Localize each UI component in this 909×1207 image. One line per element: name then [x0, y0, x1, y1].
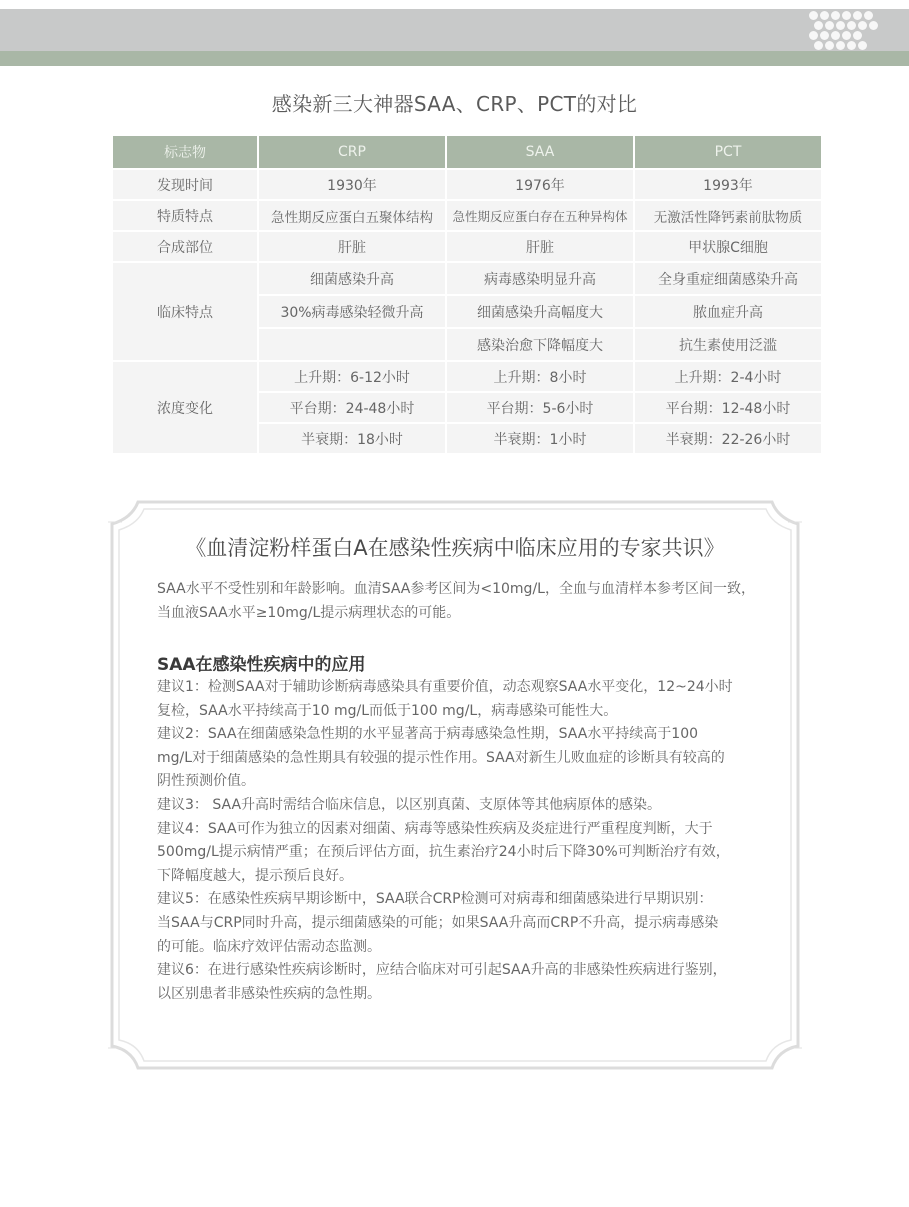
table-cell: 急性期反应蛋白五聚体结构	[259, 201, 445, 230]
table-row	[113, 263, 821, 294]
table-cell: 感染治愈下降幅度大	[447, 329, 633, 360]
header-green-band	[0, 51, 909, 66]
consensus-heading: 《血清淀粉样蛋白A在感染性疾病中临床应用的专家共识》	[185, 536, 725, 560]
table-cell: 半衰期：18小时	[259, 424, 445, 453]
recommendation-line: 以区别患者非感染性疾病的急性期。	[157, 985, 381, 1002]
dot	[809, 31, 818, 40]
table-cell: 平台期：12-48小时	[635, 393, 821, 422]
table-row	[113, 362, 821, 391]
table-cell: 病毒感染明显升高	[447, 263, 633, 294]
dot	[842, 31, 851, 40]
dot	[858, 41, 867, 50]
recommendation-line: 建议3： SAA升高时需结合临床信息，以区别真菌、支原体等其他病原体的感染。	[157, 796, 662, 813]
table-cell: 平台期：5-6小时	[447, 393, 633, 422]
dot	[831, 31, 840, 40]
table-row	[113, 201, 821, 230]
header-marker: 标志物	[113, 136, 257, 168]
table-cell: 上升期：2-4小时	[635, 362, 821, 391]
dot	[869, 21, 878, 30]
table-cell: 1930年	[259, 170, 445, 199]
dot	[825, 41, 834, 50]
table-cell: 1993年	[635, 170, 821, 199]
table-cell: 抗生素使用泛滥	[635, 329, 821, 360]
recommendation-line: 的可能。临床疗效评估需动态监测。	[157, 938, 381, 955]
dot	[842, 11, 851, 20]
dot	[847, 41, 856, 50]
recommendation-line: 下降幅度越大，提示预后良好。	[157, 867, 353, 884]
dot	[820, 31, 829, 40]
row-label: 合成部位	[113, 232, 257, 261]
recommendation-line: 阴性预测价值。	[157, 773, 255, 790]
table-cell: 肝脏	[447, 232, 633, 261]
table-row	[113, 232, 821, 261]
table-cell	[259, 329, 445, 360]
table-cell: 半衰期：1小时	[447, 424, 633, 453]
table-cell: 甲状腺C细胞	[635, 232, 821, 261]
table-cell: 1976年	[447, 170, 633, 199]
table-cell: 细菌感染升高	[259, 263, 445, 294]
table-cell: 全身重症细菌感染升高	[635, 263, 821, 294]
recommendation-line: mg/L对于细菌感染的急性期具有较强的提示性作用。SAA对新生儿败血症的诊断具有较高的	[157, 749, 725, 766]
dot	[825, 21, 834, 30]
dot	[814, 21, 823, 30]
recommendations	[157, 676, 777, 1006]
recommendation-line: 当SAA与CRP同时升高，提示细菌感染的可能；如果SAA升高而CRP不升高，提示病毒感染	[157, 914, 719, 931]
table-header-row	[113, 136, 821, 168]
dot	[864, 11, 873, 20]
comparison-title: 感染新三大神器SAA、CRP、PCT的对比	[271, 92, 638, 116]
table-cell: 上升期：8小时	[447, 362, 633, 391]
table-cell: 平台期：24-48小时	[259, 393, 445, 422]
comparison-table	[111, 134, 823, 455]
row-label: 临床特点	[113, 263, 257, 360]
row-label: 浓度变化	[113, 362, 257, 453]
recommendation-line: 建议5：在感染性疾病早期诊断中，SAA联合CRP检测可对病毒和细菌感染进行早期识别：	[157, 891, 713, 908]
header-crp: CRP	[259, 136, 445, 168]
table-cell: 细菌感染升高幅度大	[447, 296, 633, 327]
dot	[853, 11, 862, 20]
table-cell: 上升期：6-12小时	[259, 362, 445, 391]
dot	[847, 21, 856, 30]
consensus-subheading: SAA在感染性疾病中的应用	[157, 655, 366, 675]
header-saa: SAA	[447, 136, 633, 168]
intro-line: SAA水平不受性别和年龄影响。血清SAA参考区间为<10mg/L，全血与血清样本参考区间一致，	[157, 581, 755, 597]
dot	[853, 31, 862, 40]
table-cell: 肝脏	[259, 232, 445, 261]
recommendation-line: 500mg/L提示病情严重；在预后评估方面，抗生素治疗24小时后下降30%可判断治疗有效，	[157, 844, 730, 861]
dot	[858, 21, 867, 30]
recommendation-line: 建议2：SAA在细菌感染急性期的水平显著高于病毒感染急性期，SAA水平持续高于100	[157, 726, 699, 743]
row-label: 发现时间	[113, 170, 257, 199]
table-cell: 无激活性降钙素前肽物质	[635, 201, 821, 230]
header-gray-band	[0, 9, 909, 51]
header-pct: PCT	[635, 136, 821, 168]
table-cell: 30%病毒感染轻微升高	[259, 296, 445, 327]
consensus-intro	[157, 578, 777, 625]
table-cell: 急性期反应蛋白存在五种异构体	[447, 201, 633, 230]
recommendation-line: 建议4：SAA可作为独立的因素对细菌、病毒等感染性疾病及炎症进行严重程度判断，大于	[157, 820, 713, 837]
recommendation-line: 复检，SAA水平持续高于10 mg/L而低于100 mg/L，病毒感染可能性大。	[157, 702, 618, 719]
recommendation-line: 建议1：检测SAA对于辅助诊断病毒感染具有重要价值，动态观察SAA水平变化，12~24小时	[157, 679, 733, 695]
table-cell: 脓血症升高	[635, 296, 821, 327]
dot	[814, 41, 823, 50]
recommendation-line: 建议6：在进行感染性疾病诊断时，应结合临床对可引起SAA升高的非感染性疾病进行鉴别，	[157, 962, 727, 979]
dot	[820, 11, 829, 20]
dot	[831, 11, 840, 20]
dot	[836, 41, 845, 50]
table-row	[113, 170, 821, 199]
dot	[836, 21, 845, 30]
table-cell: 半衰期：22-26小时	[635, 424, 821, 453]
row-label: 特质特点	[113, 201, 257, 230]
dot-pattern-decoration	[805, 10, 885, 52]
dot	[809, 11, 818, 20]
intro-line: 当血液SAA水平≥10mg/L提示病理状态的可能。	[157, 604, 461, 621]
